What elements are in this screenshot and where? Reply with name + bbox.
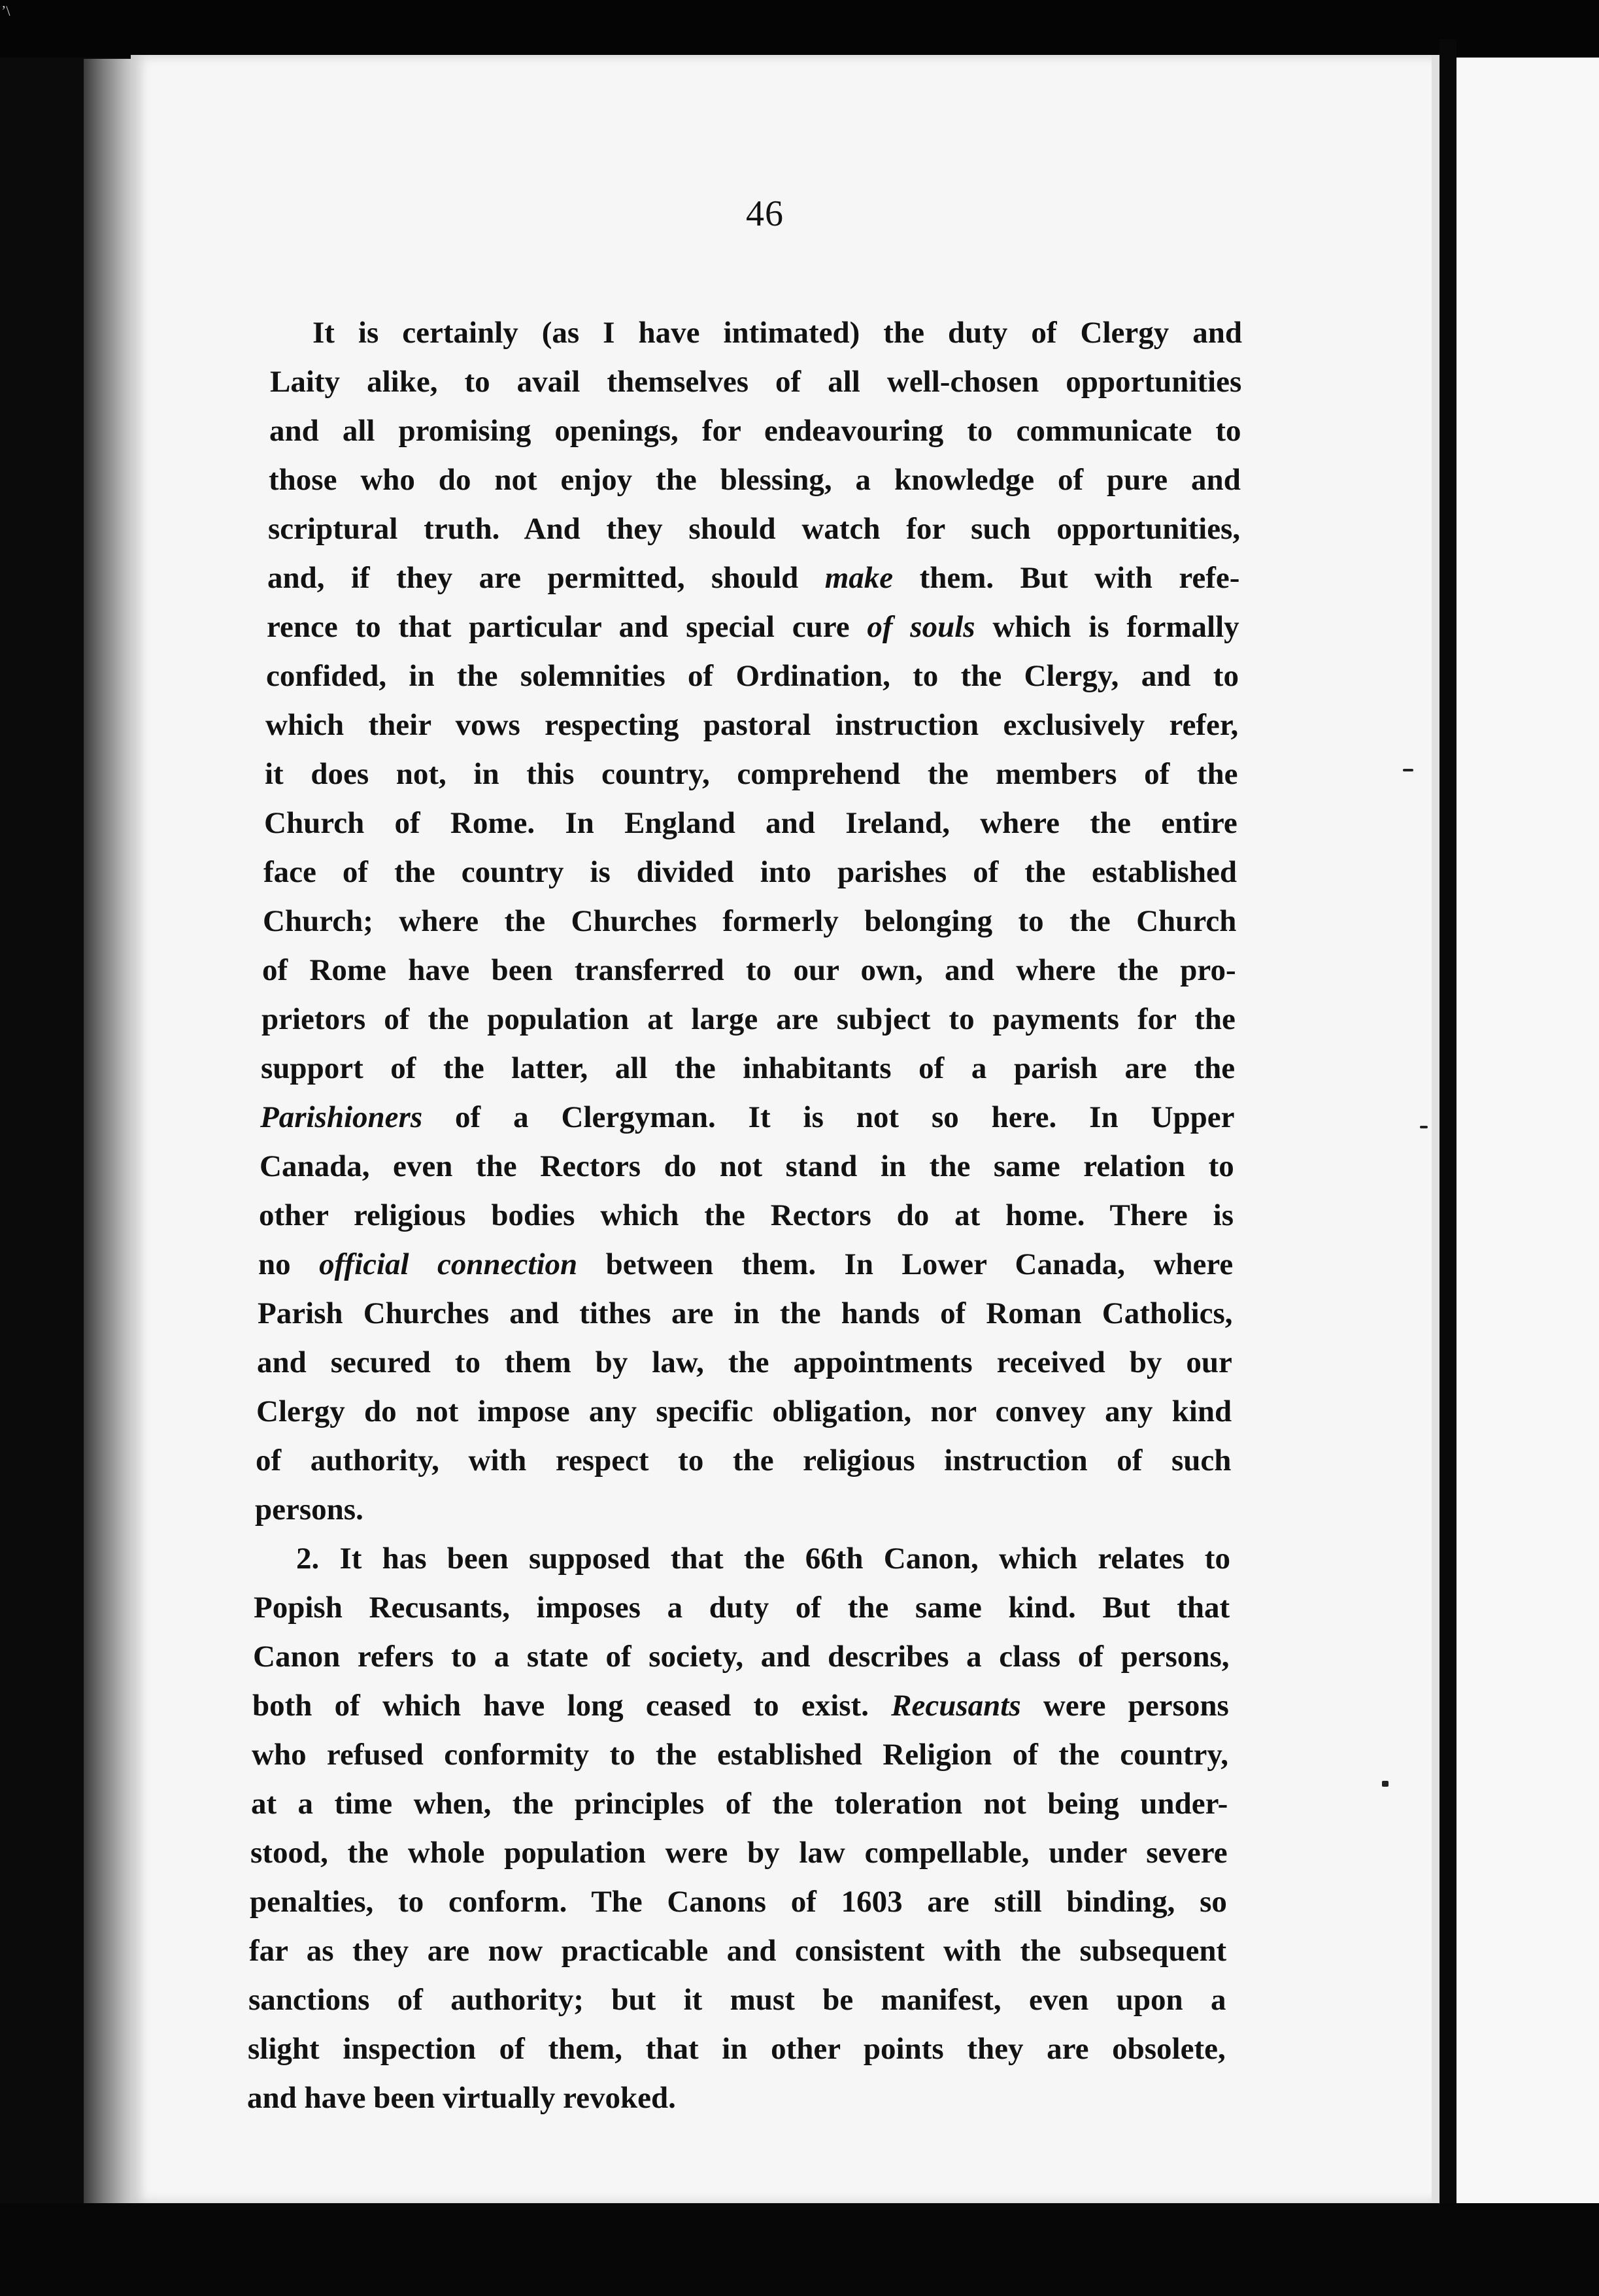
text-line	[258, 1298, 1233, 1329]
text-line	[267, 563, 1239, 594]
italic-text: Recusants	[891, 1689, 1021, 1723]
text-run: Church of Rome. In England and Ireland, where the entire	[264, 806, 1237, 840]
text-run: far as they are now practicable and consistent with the subsequent	[249, 1934, 1227, 1968]
text-line	[263, 906, 1236, 937]
text-line	[269, 465, 1241, 496]
text-line	[260, 1151, 1234, 1182]
text-run: no	[258, 1247, 320, 1281]
text-run: It is certainly (as I have intimated) the duty of Clergy and	[312, 316, 1242, 350]
text-run: support of the latter, all the inhabitants of a parish are the	[261, 1051, 1236, 1085]
text-run: between them. In Lower Canada, where	[577, 1247, 1234, 1281]
text-line	[248, 2034, 1226, 2065]
text-run: of a Clergyman. It is not so here. In Upper	[422, 1100, 1235, 1134]
text-line	[263, 857, 1237, 888]
text-run: which their vows respecting pastoral instruction exclusively refer,	[265, 708, 1239, 742]
text-line	[264, 808, 1237, 839]
text-line	[256, 1445, 1231, 1476]
text-line	[261, 1004, 1236, 1035]
text-line	[259, 1200, 1234, 1231]
text-line	[268, 514, 1240, 545]
ink-speck	[1403, 769, 1413, 771]
scan-top-border	[0, 0, 1599, 58]
text-run: who refused conformity to the established Religion of the country,	[252, 1738, 1229, 1772]
text-line	[254, 1593, 1230, 1623]
text-run: of authority, with respect to the religious instruction of such	[256, 1443, 1232, 1477]
text-line	[265, 710, 1238, 741]
ink-speck	[1420, 1126, 1428, 1128]
text-line	[249, 1936, 1226, 1967]
text-run: them. But with refe-	[893, 561, 1240, 595]
text-run: and have been virtually revoked.	[247, 2081, 676, 2115]
text-line	[312, 318, 1242, 348]
text-line	[296, 1544, 1230, 1574]
italic-text: make	[824, 561, 894, 595]
text-line	[261, 1053, 1235, 1084]
scan-bottom-border	[0, 2203, 1599, 2296]
text-run: prietors of the population at large are subject to payments for the	[261, 1002, 1236, 1036]
ink-speck	[1382, 1781, 1389, 1787]
text-run: scriptural truth. And they should watch for such opportunities,	[268, 512, 1241, 546]
text-line	[270, 367, 1241, 397]
text-line	[257, 1347, 1232, 1378]
text-line	[260, 1102, 1234, 1133]
text-line	[251, 1789, 1228, 1819]
text-run: at a time when, the principles of the toleration not being under-	[251, 1787, 1228, 1821]
text-run: persons.	[255, 1493, 363, 1527]
text-line	[250, 1887, 1227, 1917]
text-run: penalties, to conform. The Canons of 1603 are still binding, so	[250, 1885, 1227, 1919]
text-run: 2. It has been supposed that the 66th Canon, which relates to	[296, 1542, 1230, 1576]
page-edge	[1432, 55, 1439, 2203]
text-run: Canada, even the Rectors do not stand in the same relation to	[260, 1149, 1234, 1183]
text-run: Laity alike, to avail themselves of all well-chosen opportunities	[270, 365, 1242, 399]
text-run: stood, the whole population were by law compellable, under severe	[250, 1836, 1228, 1870]
italic-text: official connection	[319, 1247, 578, 1281]
page-number: 46	[746, 194, 784, 234]
text-line	[265, 759, 1238, 790]
text-run: those who do not enjoy the blessing, a knowledge of pure and	[269, 463, 1241, 497]
text-run: Popish Recusants, imposes a duty of the same kind. But that	[254, 1591, 1230, 1625]
text-run: and, if they are permitted, should	[267, 561, 825, 595]
text-run: slight inspection of them, that in other points they are obsolete,	[248, 2032, 1226, 2066]
text-line	[253, 1642, 1230, 1672]
text-run: other religious bodies which the Rectors do at home. There is	[259, 1198, 1234, 1232]
text-line	[252, 1740, 1228, 1770]
text-line	[269, 416, 1241, 447]
text-run: confided, in the solemnities of Ordination, to the Clergy, and to	[266, 659, 1239, 693]
text-line	[266, 661, 1239, 692]
text-run: face of the country is divided into parishes of the established	[263, 855, 1237, 889]
text-run: and secured to them by law, the appointments received by our	[257, 1345, 1232, 1379]
text-run: Clergy do not impose any specific obligation, nor convey any kind	[256, 1394, 1232, 1428]
text-line	[267, 612, 1239, 643]
text-run: it does not, in this country, comprehend the members of the	[265, 757, 1238, 791]
corner-scan-mark: ʼ\	[1, 3, 10, 19]
italic-text: of souls	[867, 610, 975, 644]
text-run: of Rome have been transferred to our own, and where the pro-	[262, 953, 1236, 987]
text-line	[255, 1494, 363, 1525]
text-run: which is formally	[975, 610, 1239, 644]
italic-text: Parishioners	[260, 1100, 423, 1134]
binding-shadow	[84, 59, 137, 2203]
text-run: Canon refers to a state of society, and describes a class of persons,	[253, 1640, 1230, 1674]
text-line	[250, 1838, 1228, 1868]
text-run: were persons	[1020, 1689, 1229, 1723]
text-line	[248, 1985, 1226, 2016]
text-line	[247, 2083, 676, 2114]
text-run: Parish Churches and tithes are in the hands of Roman Catholics,	[258, 1296, 1233, 1330]
adjacent-page-edge	[1456, 58, 1599, 2203]
text-line	[256, 1396, 1232, 1427]
text-line	[258, 1249, 1233, 1280]
text-run: rence to that particular and special cure	[267, 610, 867, 644]
text-run: Church; where the Churches formerly belonging to the Church	[263, 904, 1237, 938]
text-run: both of which have long ceased to exist.	[252, 1689, 892, 1723]
text-line	[252, 1691, 1229, 1721]
page-gutter	[1439, 39, 1456, 2203]
text-run: and all promising openings, for endeavouring to communicate to	[269, 414, 1241, 448]
text-line	[262, 955, 1236, 986]
text-run: sanctions of authority; but it must be manifest, even upon a	[248, 1983, 1226, 2017]
